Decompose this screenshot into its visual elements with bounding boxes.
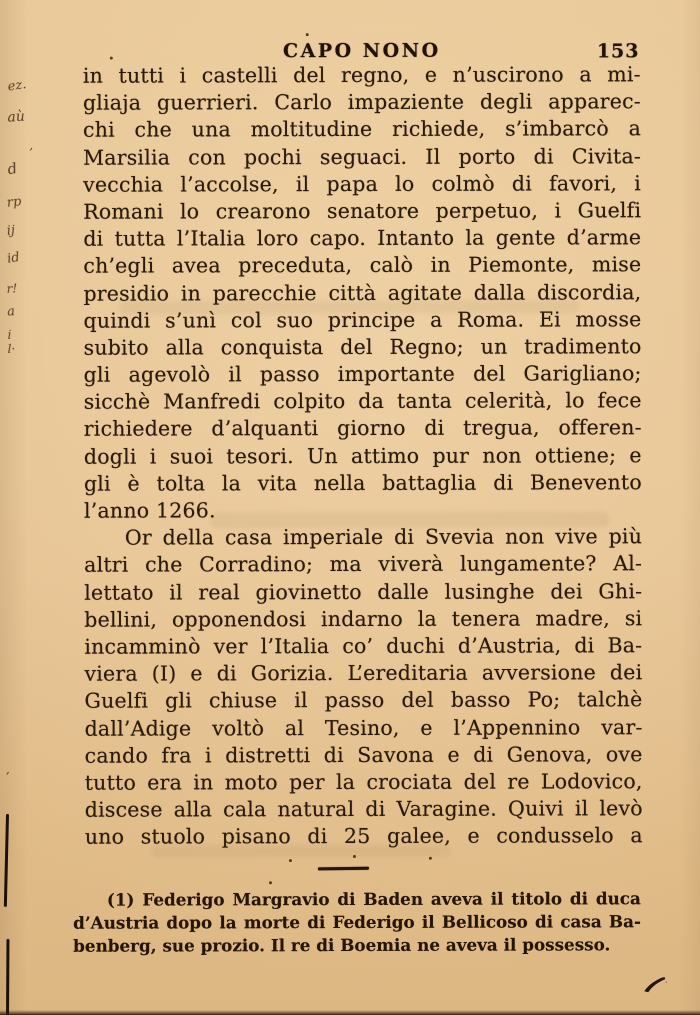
text-line: Marsilia con pochi seguaci. Il porto di Civita- bbox=[83, 143, 642, 170]
margin-ink-mark: ez. bbox=[6, 77, 28, 95]
scan-edge-line bbox=[4, 814, 9, 907]
ink-speck bbox=[429, 857, 432, 860]
margin-ink-mark: rp bbox=[6, 194, 23, 211]
text-line: sicchè Manfredi colpito da tanta celerità, lo fece bbox=[83, 388, 642, 414]
ink-speck bbox=[269, 881, 272, 884]
text-line: Guelfi gli chiuse il passo del basso Po; talchè bbox=[84, 687, 643, 714]
text-line: vecchia l’accolse, il papa lo colmò di favori, i bbox=[83, 170, 642, 197]
margin-ink-mark: a bbox=[6, 304, 16, 320]
text-line: richiedere d’alquanti giorno di tregua, offeren- bbox=[83, 415, 642, 442]
text-line: benberg, sue prozio. Il re di Boemia ne aveva il possesso. bbox=[73, 933, 611, 956]
text-line: dogli i suoi tesori. Un attimo pur non ottiene; e bbox=[83, 442, 642, 469]
text-line: altri che Corradino; ma viverà lungamente? Al- bbox=[84, 551, 643, 578]
text-line: l’anno 1266. bbox=[83, 498, 216, 523]
bleedthrough-smudge bbox=[119, 299, 579, 314]
text-line: cando fra i distretti di Savona e di Genova, ove bbox=[84, 741, 643, 768]
running-header-chapter-title: CAPO NONO bbox=[282, 39, 441, 63]
margin-ink-mark: r! bbox=[6, 281, 18, 296]
footnote-separator-rule bbox=[318, 867, 369, 870]
margin-ink-mark: id bbox=[6, 250, 21, 267]
text-line: bellini, opponendosi indarno la tenera madre, si bbox=[84, 605, 643, 632]
text-line: lettato il real giovinetto dalle lusinghe dei Ghi- bbox=[84, 578, 643, 605]
text-line: ch’egli avea preceduta, calò in Piemonte, mise bbox=[83, 252, 642, 279]
body-text bbox=[83, 61, 643, 851]
text-line: Romani lo crearono senatore perpetuo, i Guelfi bbox=[83, 198, 642, 224]
text-line: viera (I) e di Gorizia. L’ereditaria avversione dei bbox=[84, 660, 643, 686]
margin-ink-mark: d bbox=[5, 158, 19, 179]
bleedthrough-smudge bbox=[151, 845, 451, 858]
margin-ink-mark: ’ bbox=[29, 145, 33, 160]
margin-ink-mark: l· bbox=[7, 341, 16, 356]
text-line: dall’Adige voltò al Tesino, e l’Appennino var- bbox=[84, 714, 643, 741]
scan-bottom-edge-shadow bbox=[0, 1010, 700, 1015]
ink-speck bbox=[110, 57, 113, 60]
margin-ink-mark: aù bbox=[6, 108, 26, 126]
text-line: Or della casa imperiale di Svevia non vive più bbox=[124, 524, 643, 550]
margin-ink-mark: i bbox=[7, 327, 12, 342]
footnote-text bbox=[73, 887, 641, 957]
page-number: 153 bbox=[596, 40, 640, 63]
text-line: uno stuolo pisano di 25 galee, e condusselo a bbox=[84, 823, 643, 849]
text-line: presidio in parecchie città agitate dalla discordia, bbox=[83, 279, 642, 306]
text-line: gliaja guerrieri. Carlo impaziente degli apparec- bbox=[82, 89, 641, 115]
text-line: (1) Federigo Margravio di Baden aveva il titolo di duca bbox=[106, 888, 641, 910]
text-line: di tutta l’Italia loro capo. Intanto la gente d’arme bbox=[83, 225, 642, 251]
ink-speck bbox=[353, 855, 356, 858]
text-line: gli agevolò il passo importante del Garigliano; bbox=[83, 361, 642, 387]
text-line: gli è tolta la vita nella battaglia di Benevento bbox=[83, 470, 642, 496]
margin-ink-mark: ij bbox=[6, 223, 16, 239]
margin-ink-mark: ’ bbox=[5, 769, 10, 784]
text-line: in tutti i castelli del regno, e n’uscirono a mi- bbox=[82, 62, 641, 88]
text-line: tutto era in moto per la crociata del re Lodovico, bbox=[84, 769, 643, 795]
ink-speck bbox=[289, 859, 292, 862]
text-line: discese alla cala natural di Varagine. Quivi il levò bbox=[84, 796, 643, 822]
bleedthrough-smudge bbox=[210, 511, 610, 528]
scan-edge-line bbox=[6, 939, 9, 1015]
ink-blot bbox=[643, 976, 667, 994]
ink-speck bbox=[306, 33, 309, 36]
text-line: subito alla conquista del Regno; un tradimento bbox=[83, 334, 642, 360]
text-line: quindi s’unì col suo principe a Roma. Ei mosse bbox=[83, 306, 642, 333]
text-line: d’Austria dopo la morte di Federigo il Bellicoso di casa Ba- bbox=[73, 911, 641, 933]
text-line: incamminò ver l’Italia co’ duchi d’Austria, di Ba- bbox=[84, 633, 643, 659]
text-line: chi che una moltitudine richiede, s’imbarcò a bbox=[82, 116, 642, 143]
